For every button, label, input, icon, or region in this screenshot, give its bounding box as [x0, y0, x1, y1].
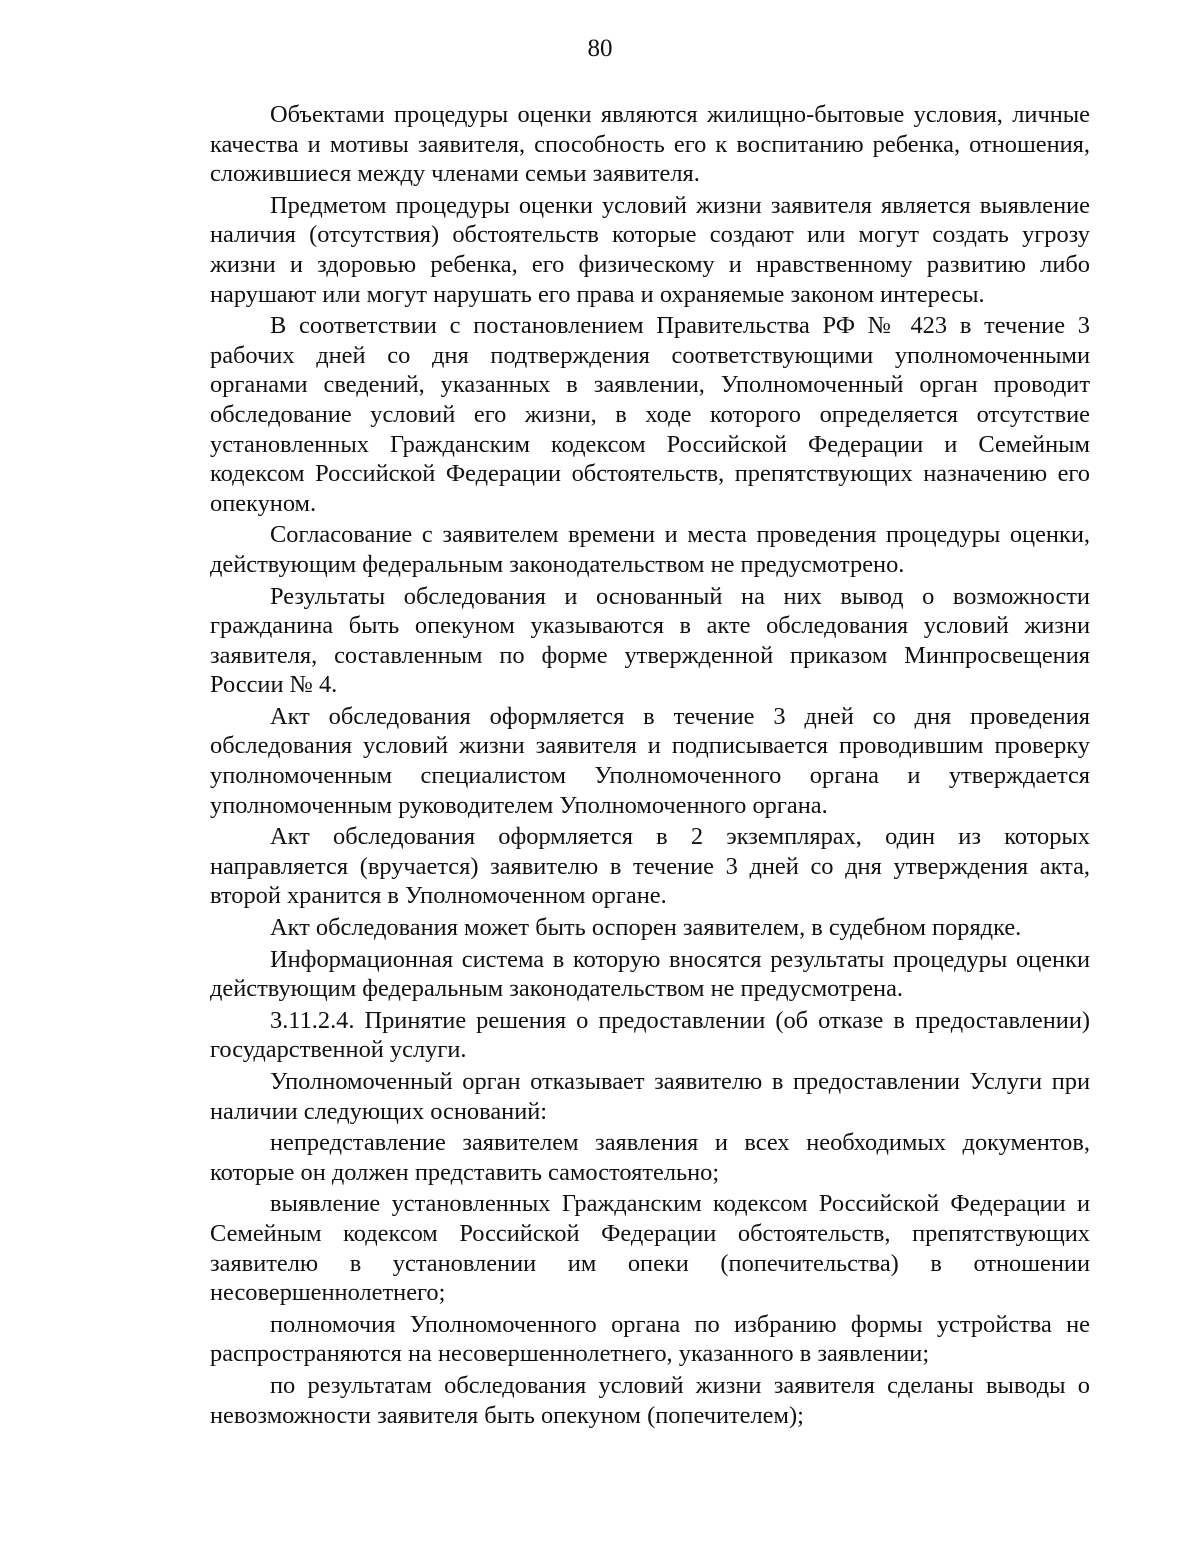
paragraph-2: Предметом процедуры оценки условий жизни заявителя является выявление наличия (отсутствия) обстоятельств которые создают или могут создать угрозу жизни и здоровью ребенка, его физическому и нравственному развитию либо нарушают или могут нарушать его права и охраняемые законом интересы.	[210, 191, 1090, 308]
paragraph-5: Результаты обследования и основанный на них вывод о возможности гражданина быть опекуном указываются в акте обследования условий жизни заявителя, составленным по форме утвержденной приказом Минпросвещения России № 4.	[210, 582, 1090, 699]
paragraph-7: Акт обследования оформляется в 2 экземплярах, один из которых направляется (вручается) заявителю в течение 3 дней со дня утверждения акта, второй хранится в Уполномоченном органе.	[210, 823, 1090, 910]
paragraph-3: В соответствии с постановлением Правительства РФ № 423 в течение 3 рабочих дней со дня подтверждения соответствующими уполномоченными органами сведений, указанных в заявлении, Уполномоченный орган проводит обследование условий его жизни, в ходе которого определяется отсутствие установленных Гражданским кодексом Российской Федерации и Семейным кодексом Российской Федерации обстоятельств, препятствующих назначению его опекуном.	[210, 312, 1090, 517]
paragraph-4: Согласование с заявителем времени и места проведения процедуры оценки, действующим федеральным законодательством не предусмотрено.	[210, 521, 1090, 578]
paragraph-9: Информационная система в которую вносятся результаты процедуры оценки действующим федеральным законодательством не предусмотрена.	[210, 945, 1090, 1003]
document-body	[210, 100, 1090, 1432]
paragraph-1: Объектами процедуры оценки являются жилищно-бытовые условия, личные качества и мотивы заявителя, способность его к воспитанию ребенка, отношения, сложившиеся между членами семьи заявителя.	[210, 101, 1090, 188]
paragraph-15: по результатам обследования условий жизни заявителя сделаны выводы о невозможности заявителя быть опекуном (попечителем);	[210, 1371, 1090, 1429]
paragraph-13: выявление установленных Гражданским кодексом Российской Федерации и Семейным кодексом Российской Федерации обстоятельств, препятствующих заявителю в установлении им опеки (попечительства) в отношении несовершеннолетнего;	[210, 1190, 1090, 1307]
paragraph-6: Акт обследования оформляется в течение 3 дней со дня проведения обследования условий жизни заявителя и подписывается проводившим проверку уполномоченным специалистом Уполномоченного органа и утверждается уполномоченным руководителем Уполномоченного органа.	[210, 702, 1090, 819]
page-number: 80	[587, 35, 613, 62]
paragraph-14: полномочия Уполномоченного органа по избранию формы устройства не распространяются на несовершеннолетнего, указанного в заявлении;	[210, 1310, 1090, 1368]
paragraph-10: 3.11.2.4. Принятие решения о предоставлении (об отказе в предоставлении) государственной услуги.	[210, 1006, 1090, 1064]
paragraph-11: Уполномоченный орган отказывает заявителю в предоставлении Услуги при наличии следующих оснований:	[210, 1068, 1090, 1125]
paragraph-8: Акт обследования может быть оспорен заявителем, в судебном порядке.	[270, 914, 1022, 942]
paragraph-12: непредставление заявителем заявления и всех необходимых документов, которые он должен представить самостоятельно;	[210, 1129, 1090, 1186]
